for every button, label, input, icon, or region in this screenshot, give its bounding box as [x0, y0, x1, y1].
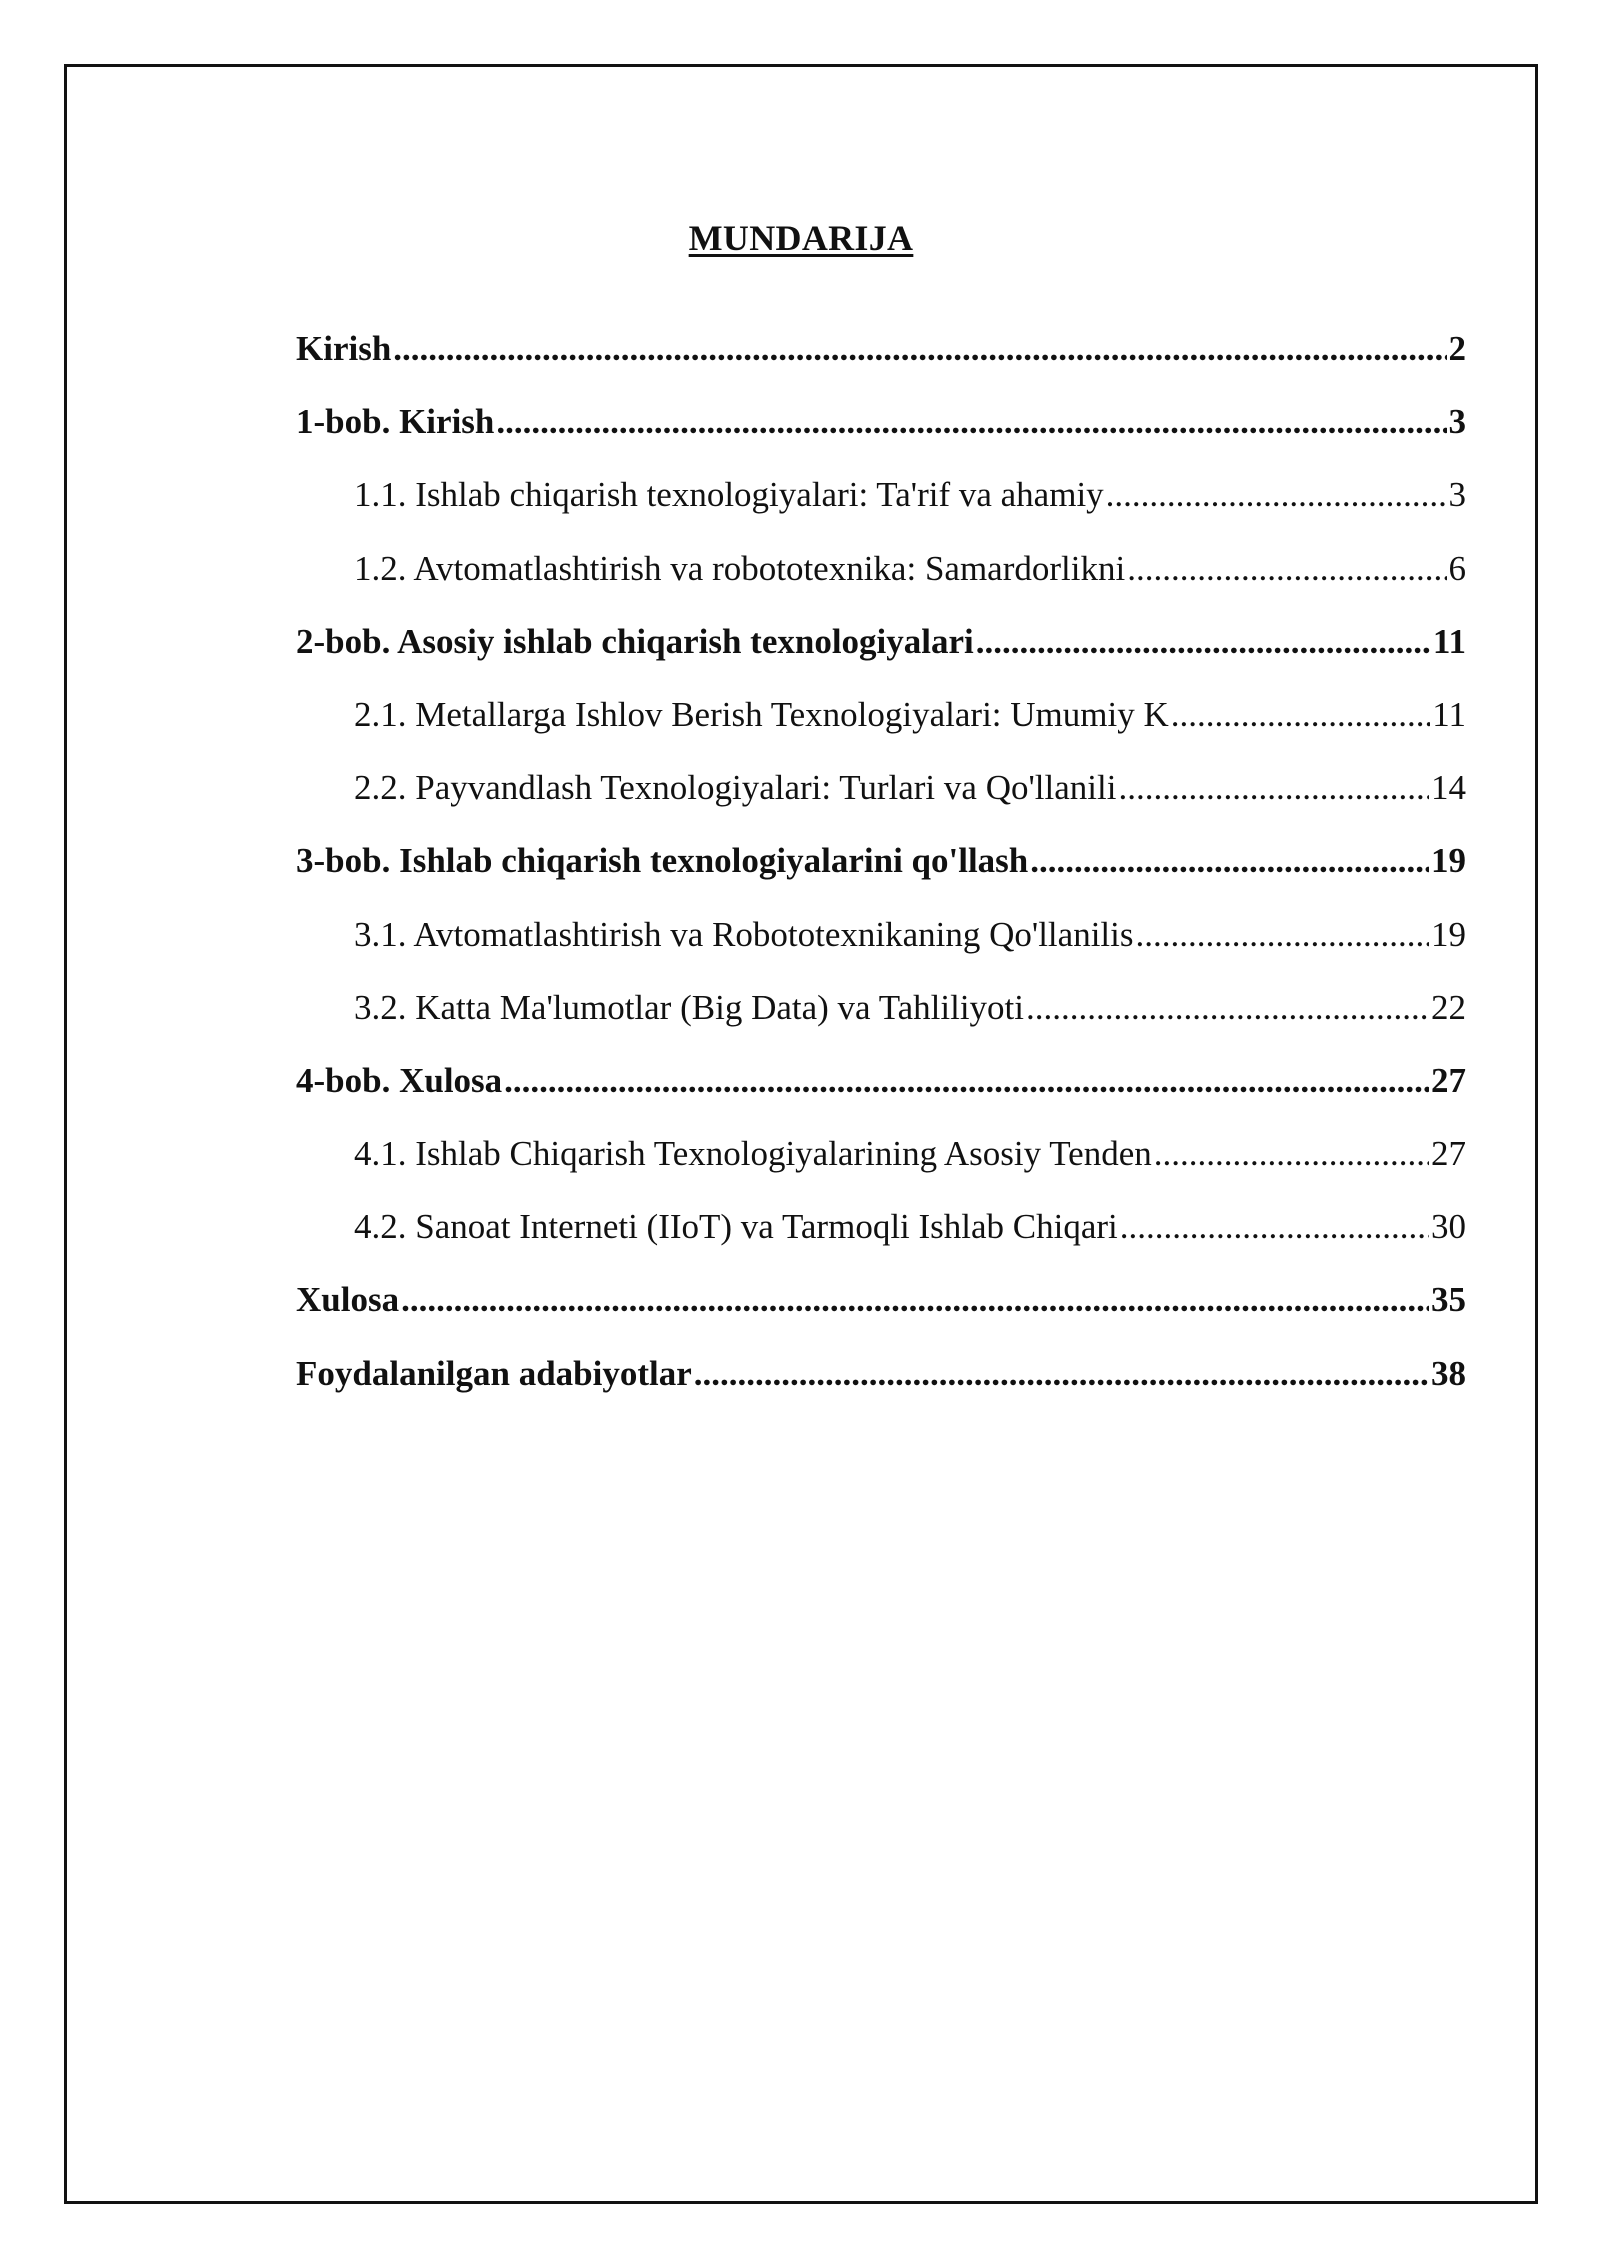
toc-entry-text: 4.1. Ishlab Chiqarish Texnologiyalarining Asosiy Tenden [354, 1134, 1152, 1174]
toc-entry[interactable] [296, 1134, 1466, 1207]
toc-entry-text: 4.2. Sanoat Interneti (IIoT) va Tarmoqli Ishlab Chiqari [354, 1207, 1118, 1247]
page-frame [64, 64, 1538, 2204]
toc-entry-text: 1.2. Avtomatlashtirish va robototexnika: Samardorlikni [354, 548, 1126, 588]
toc-page-number: 19 [1431, 914, 1466, 954]
toc-entry-text: Kirish [296, 329, 392, 368]
toc-dot-leader [1106, 475, 1447, 515]
toc-entry-text: 2.2. Payvandlash Texnologiyalari: Turlari va Qo'llanili [354, 768, 1117, 808]
toc-dot-leader [1120, 1207, 1429, 1247]
toc-dot-leader [1030, 841, 1429, 881]
toc-entry-text: Foydalanilgan adabiyotlar [296, 1353, 692, 1393]
toc-page-number: 27 [1431, 1060, 1466, 1100]
toc-entry[interactable] [296, 1207, 1466, 1280]
toc-entry[interactable] [296, 841, 1466, 914]
toc-entry-text: 3.2. Katta Ma'lumotlar (Big Data) va Tahliliyoti [354, 987, 1025, 1027]
toc-entry[interactable] [296, 988, 1466, 1061]
toc-dot-leader [694, 1354, 1429, 1394]
toc-dot-leader [1136, 915, 1430, 955]
toc-page-number: 3 [1448, 402, 1466, 442]
toc-entry[interactable] [296, 622, 1466, 695]
toc-title: MUNDARIJA [688, 218, 914, 258]
toc-entry-text: 1.1. Ishlab chiqarish texnologiyalari: Ta'rif va ahamiy [354, 475, 1104, 515]
toc-entry[interactable] [296, 695, 1466, 768]
toc-entry-text: 4-bob. Xulosa [296, 1060, 503, 1100]
toc-dot-leader [976, 622, 1431, 662]
toc-dot-leader [1026, 988, 1429, 1028]
toc-dot-leader [504, 1061, 1429, 1101]
toc-entry[interactable] [296, 329, 1466, 402]
toc-entry[interactable] [296, 768, 1466, 841]
toc-entry[interactable] [296, 549, 1466, 622]
toc-page-number: 22 [1431, 987, 1466, 1027]
toc-entry[interactable] [296, 1354, 1466, 1427]
toc-page-number: 11 [1432, 621, 1466, 661]
toc-entry[interactable] [296, 475, 1466, 548]
toc-dot-leader [393, 329, 1446, 369]
toc-entry-text: 2-bob. Asosiy ishlab chiqarish texnologiyalari [296, 621, 974, 661]
toc-page-number: 3 [1448, 475, 1466, 515]
toc-entry[interactable] [296, 915, 1466, 988]
toc-entry-text: 1-bob. Kirish [296, 402, 495, 442]
toc-dot-leader [1171, 695, 1431, 735]
toc-page-number: 19 [1431, 841, 1466, 881]
toc-page-number: 2 [1448, 329, 1466, 368]
toc-entry[interactable] [296, 1061, 1466, 1134]
toc-entry-text: 2.1. Metallarga Ishlov Berish Texnologiyalari: Umumiy K [354, 694, 1169, 734]
toc-entry[interactable] [296, 402, 1466, 475]
toc-dot-leader [496, 402, 1446, 442]
toc-entry[interactable] [296, 1280, 1466, 1353]
toc-entry-text: Xulosa [296, 1280, 400, 1320]
toc-dot-leader [1127, 549, 1446, 589]
toc-page-number: 6 [1448, 548, 1466, 588]
toc-page-number: 27 [1431, 1134, 1466, 1174]
toc-page-number: 14 [1431, 768, 1466, 808]
toc-page-number: 11 [1432, 694, 1466, 734]
toc-entry-text: 3-bob. Ishlab chiqarish texnologiyalarini qo'llash [296, 841, 1029, 881]
toc-page-number: 30 [1431, 1207, 1466, 1247]
toc-page-number: 38 [1431, 1353, 1466, 1393]
table-of-contents [296, 329, 1466, 1427]
toc-entry-text: 3.1. Avtomatlashtirish va Robototexnikaning Qo'llanilis [354, 914, 1134, 954]
toc-dot-leader [1154, 1134, 1429, 1174]
toc-page-number: 35 [1431, 1280, 1466, 1320]
toc-dot-leader [401, 1280, 1429, 1320]
toc-dot-leader [1118, 768, 1429, 808]
